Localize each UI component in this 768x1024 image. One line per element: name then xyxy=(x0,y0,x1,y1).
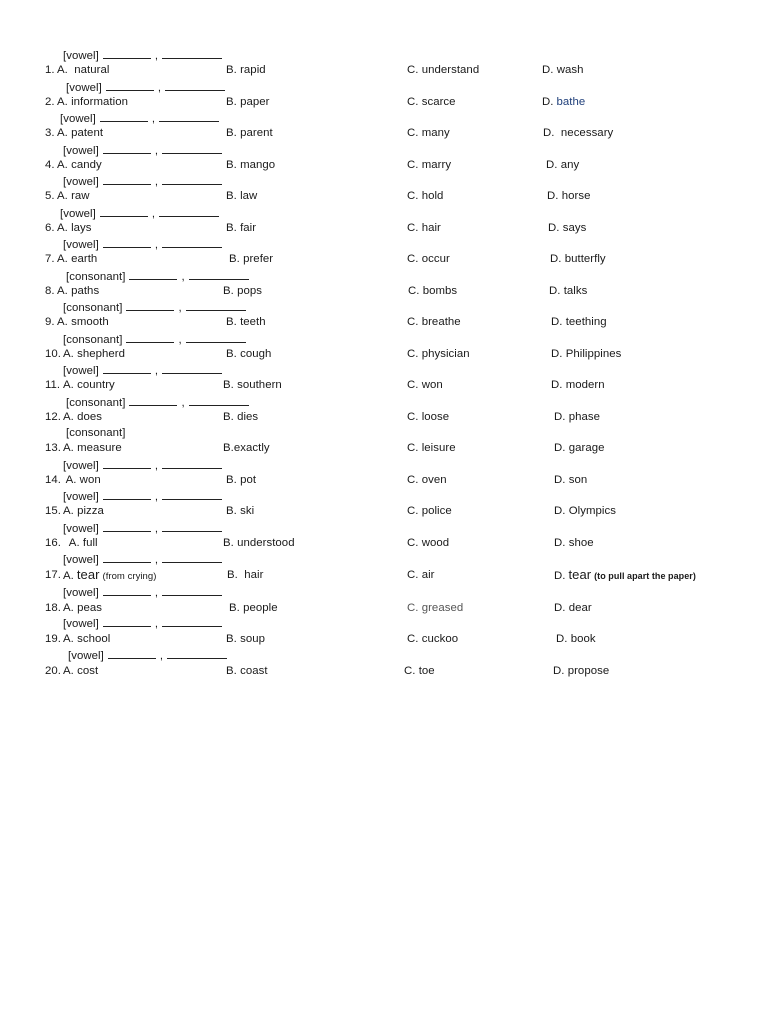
option-b[interactable]: B. fair xyxy=(226,222,257,234)
blank-separator: , xyxy=(154,587,159,599)
option-d-text: D. horse xyxy=(547,190,591,202)
question-row xyxy=(0,535,720,551)
answer-blank[interactable] xyxy=(162,173,222,185)
answer-blank[interactable] xyxy=(103,362,151,374)
question-row xyxy=(0,600,720,616)
option-d-text: D. teething xyxy=(551,316,607,328)
option-c[interactable]: C. wood xyxy=(407,537,450,549)
option-c[interactable]: C. occur xyxy=(407,253,450,265)
option-b[interactable]: B. dies xyxy=(223,411,259,423)
answer-prompt-row xyxy=(68,647,268,663)
answer-blank[interactable] xyxy=(103,584,151,596)
question-number: 2. xyxy=(45,96,55,108)
question-row xyxy=(0,377,720,393)
answer-blank[interactable] xyxy=(189,268,249,280)
option-a-text: A. lays xyxy=(57,222,92,234)
option-c[interactable]: C. loose xyxy=(407,411,450,423)
option-d-text: D. butterfly xyxy=(550,253,606,265)
answer-prompt-row xyxy=(63,457,263,473)
question-number: 19. xyxy=(45,633,61,645)
question-row xyxy=(0,346,720,362)
sound-type-label: [vowel] xyxy=(63,239,99,251)
option-a[interactable] xyxy=(63,535,98,551)
answer-blank[interactable] xyxy=(162,362,222,374)
option-d-text: D. book xyxy=(556,633,596,645)
option-d-text: D. modern xyxy=(551,379,605,391)
option-d[interactable] xyxy=(554,409,600,425)
option-c[interactable]: C. won xyxy=(407,379,443,391)
option-a-text: A. pizza xyxy=(63,505,104,517)
option-b[interactable]: B. prefer xyxy=(229,253,274,265)
answer-blank[interactable] xyxy=(103,520,151,532)
question-row xyxy=(0,440,720,456)
blank-separator: , xyxy=(151,113,156,125)
option-a[interactable] xyxy=(57,283,99,299)
answer-blank[interactable] xyxy=(129,268,177,280)
answer-blank[interactable] xyxy=(162,457,222,469)
option-d-text: D. shoe xyxy=(554,537,594,549)
question-number: 15. xyxy=(45,505,61,517)
option-d-text: D. propose xyxy=(553,665,610,677)
answer-blank[interactable] xyxy=(103,47,151,59)
option-c[interactable]: C. oven xyxy=(407,474,447,486)
sound-type-label: [vowel] xyxy=(63,554,99,566)
answer-prompt-row xyxy=(60,110,260,126)
blank-separator: , xyxy=(151,208,156,220)
answer-blank[interactable] xyxy=(129,394,177,406)
question-row xyxy=(0,283,720,299)
option-c[interactable]: C. many xyxy=(407,127,450,139)
sound-type-label: [vowel] xyxy=(63,523,99,535)
option-a-text: A. paths xyxy=(57,285,100,297)
option-a-text: A. measure xyxy=(63,442,122,454)
answer-blank[interactable] xyxy=(186,331,246,343)
sound-type-label: [consonant] xyxy=(66,271,126,283)
option-d-text: D. says xyxy=(548,222,587,234)
option-d-text: bathe xyxy=(556,96,586,108)
option-d[interactable] xyxy=(547,188,590,204)
answer-blank[interactable] xyxy=(162,520,222,532)
blank-separator: , xyxy=(154,50,159,62)
option-b[interactable]: B. pot xyxy=(226,474,257,486)
option-d-text: D. wash xyxy=(542,64,584,76)
blank-separator: , xyxy=(154,460,159,472)
answer-prompt-row xyxy=(63,362,263,378)
answer-blank[interactable] xyxy=(100,110,148,122)
answer-blank[interactable] xyxy=(189,394,249,406)
option-a-text: A. won xyxy=(63,474,101,486)
answer-prompt-row xyxy=(63,142,263,158)
option-d-note: (to pull apart the paper) xyxy=(594,571,696,581)
sound-type-label: [consonant] xyxy=(63,334,123,346)
option-a-text: A. shepherd xyxy=(63,348,125,360)
blank-separator: , xyxy=(178,302,182,314)
answer-prompt-row xyxy=(63,173,263,189)
option-b[interactable]: B. people xyxy=(229,602,278,614)
option-a[interactable] xyxy=(57,251,97,267)
option-a[interactable] xyxy=(63,346,125,362)
option-b[interactable]: B. mango xyxy=(226,159,276,171)
answer-blank[interactable] xyxy=(103,142,151,154)
answer-prompt-row xyxy=(63,236,263,252)
answer-blank[interactable] xyxy=(162,551,222,563)
question-number: 18. xyxy=(45,602,61,614)
answer-blank[interactable] xyxy=(103,457,151,469)
option-c[interactable]: C. understand xyxy=(407,64,480,76)
answer-blank[interactable] xyxy=(165,79,225,91)
question-number: 11. xyxy=(45,379,61,391)
option-b[interactable]: B. soup xyxy=(226,633,265,645)
option-a-text: A. xyxy=(63,570,74,582)
option-a-text: A. cost xyxy=(63,665,99,677)
question-row xyxy=(0,631,720,647)
answer-prompt-row xyxy=(63,47,263,63)
blank-separator: , xyxy=(154,365,159,377)
sound-type-label: [vowel] xyxy=(68,650,104,662)
answer-prompt-row xyxy=(63,584,263,600)
option-c[interactable]: C. physician xyxy=(407,348,470,360)
answer-prompt-row xyxy=(66,394,266,410)
option-c[interactable]: C. scarce xyxy=(407,96,456,108)
blank-separator: , xyxy=(154,523,159,535)
answer-blank[interactable] xyxy=(162,142,222,154)
sound-type-label: [vowel] xyxy=(66,82,102,94)
answer-blank[interactable] xyxy=(162,236,222,248)
sound-type-label: [consonant] xyxy=(66,427,126,439)
option-d-text: D. talks xyxy=(549,285,588,297)
answer-prompt-row xyxy=(66,425,266,441)
option-d[interactable] xyxy=(551,346,621,362)
sound-type-label: [vowel] xyxy=(60,208,96,220)
option-d[interactable] xyxy=(554,503,616,519)
option-d[interactable] xyxy=(554,535,594,551)
answer-prompt-row xyxy=(60,205,260,221)
option-a[interactable] xyxy=(57,157,102,173)
question-row xyxy=(0,251,720,267)
option-d[interactable] xyxy=(551,314,607,330)
answer-blank[interactable] xyxy=(103,173,151,185)
blank-separator: , xyxy=(178,334,182,346)
sound-type-label: [vowel] xyxy=(63,618,99,630)
answer-prompt-row xyxy=(63,615,263,631)
answer-prompt-row xyxy=(66,79,266,95)
option-d[interactable] xyxy=(554,600,592,616)
option-b[interactable]: B. paper xyxy=(226,96,270,108)
question-number: 3. xyxy=(45,127,55,139)
answer-blank[interactable] xyxy=(159,110,219,122)
option-b[interactable]: B. parent xyxy=(226,127,273,139)
answer-blank[interactable] xyxy=(186,299,246,311)
blank-separator: , xyxy=(154,239,159,251)
answer-blank[interactable] xyxy=(103,236,151,248)
question-number: 7. xyxy=(45,253,55,265)
answer-blank[interactable] xyxy=(103,615,151,627)
option-b[interactable]: B.exactly xyxy=(223,442,270,454)
answer-blank[interactable] xyxy=(126,299,174,311)
option-d[interactable] xyxy=(543,125,613,141)
blank-separator: , xyxy=(154,554,159,566)
option-b[interactable]: B. ski xyxy=(226,505,255,517)
question-row xyxy=(0,220,720,236)
question-row xyxy=(0,62,720,78)
option-d[interactable] xyxy=(550,251,606,267)
sound-type-label: [consonant] xyxy=(63,302,123,314)
sound-type-label: [vowel] xyxy=(60,113,96,125)
option-a[interactable] xyxy=(57,94,128,110)
sound-type-label: [vowel] xyxy=(63,176,99,188)
answer-prompt-row xyxy=(66,268,266,284)
answer-prompt-row xyxy=(63,520,263,536)
option-a-text: A. school xyxy=(63,633,111,645)
option-a[interactable] xyxy=(57,62,109,78)
answer-prompt-row xyxy=(63,488,263,504)
answer-blank[interactable] xyxy=(108,647,156,659)
option-a[interactable] xyxy=(63,440,122,456)
option-a-text: A. peas xyxy=(63,602,102,614)
option-b[interactable]: B. hair xyxy=(227,569,264,581)
answer-prompt-row xyxy=(63,331,263,347)
option-d-text: D. xyxy=(554,570,566,582)
option-a[interactable] xyxy=(63,663,98,679)
question-number: 12. xyxy=(45,411,61,423)
question-row xyxy=(0,314,720,330)
question-number: 9. xyxy=(45,316,55,328)
answer-blank[interactable] xyxy=(159,205,219,217)
option-d[interactable] xyxy=(542,62,584,78)
option-d[interactable] xyxy=(542,94,585,110)
blank-separator: , xyxy=(154,145,159,157)
answer-blank[interactable] xyxy=(106,79,154,91)
option-d-word: tear xyxy=(568,567,592,582)
option-d-text: D. any xyxy=(546,159,580,171)
question-number: 10. xyxy=(45,348,61,360)
answer-prompt-row xyxy=(63,299,263,315)
sound-type-label: [vowel] xyxy=(63,145,99,157)
option-c[interactable]: C. hold xyxy=(407,190,444,202)
option-c[interactable]: C. police xyxy=(407,505,452,517)
sound-type-label: [vowel] xyxy=(63,460,99,472)
question-number: 14. xyxy=(45,474,61,486)
option-a[interactable] xyxy=(57,125,103,141)
option-c[interactable]: C. hair xyxy=(407,222,441,234)
option-a[interactable] xyxy=(63,567,156,585)
option-c[interactable]: C. marry xyxy=(407,159,452,171)
option-a-text: A. patent xyxy=(57,127,104,139)
question-number: 13. xyxy=(45,442,61,454)
option-c[interactable]: C. toe xyxy=(404,665,435,677)
sound-type-label: [vowel] xyxy=(63,587,99,599)
question-row xyxy=(0,94,720,110)
option-a-text: A. full xyxy=(63,537,98,549)
option-c[interactable]: C. breathe xyxy=(407,316,461,328)
question-number: 8. xyxy=(45,285,55,297)
option-d[interactable] xyxy=(554,567,696,584)
question-number: 20. xyxy=(45,665,61,677)
answer-blank[interactable] xyxy=(100,205,148,217)
blank-separator: , xyxy=(181,397,185,409)
option-d-text: D. necessary xyxy=(543,127,614,139)
option-d-text: D. Olympics xyxy=(554,505,616,517)
option-c[interactable]: C. greased xyxy=(407,602,464,614)
option-a[interactable] xyxy=(63,409,102,425)
option-d[interactable] xyxy=(553,663,609,679)
question-row xyxy=(0,663,720,679)
answer-blank[interactable] xyxy=(103,488,151,500)
option-d[interactable] xyxy=(556,631,596,647)
blank-separator: , xyxy=(154,176,159,188)
option-d[interactable] xyxy=(551,377,605,393)
question-row xyxy=(0,157,720,173)
sound-type-label: [vowel] xyxy=(63,50,99,62)
option-b[interactable]: B. teeth xyxy=(226,316,266,328)
option-a[interactable] xyxy=(57,314,109,330)
answer-blank[interactable] xyxy=(162,47,222,59)
option-b[interactable]: B. law xyxy=(226,190,258,202)
question-row xyxy=(0,472,720,488)
option-a[interactable] xyxy=(57,220,92,236)
option-d[interactable] xyxy=(546,157,579,173)
option-a-word: tear xyxy=(76,567,100,582)
question-row xyxy=(0,125,720,141)
option-d-text: D. phase xyxy=(554,411,600,423)
answer-prompt-row xyxy=(63,551,263,567)
sound-type-label: [vowel] xyxy=(63,365,99,377)
sound-type-label: [vowel] xyxy=(63,491,99,503)
option-a-text: A. earth xyxy=(57,253,98,265)
option-c[interactable]: C. bombs xyxy=(408,285,458,297)
option-a[interactable] xyxy=(63,503,104,519)
option-d[interactable] xyxy=(554,472,587,488)
question-number: 6. xyxy=(45,222,55,234)
sound-type-label: [consonant] xyxy=(66,397,126,409)
option-d[interactable] xyxy=(549,283,587,299)
question-number: 1. xyxy=(45,64,55,76)
option-b[interactable]: B. understood xyxy=(223,537,295,549)
option-a[interactable] xyxy=(63,377,115,393)
answer-blank[interactable] xyxy=(162,584,222,596)
option-a-text: A. natural xyxy=(57,64,110,76)
question-number: 17. xyxy=(45,569,61,581)
option-d-text: D. garage xyxy=(554,442,605,454)
option-a-text: A. country xyxy=(63,379,115,391)
option-a-text: A. information xyxy=(57,96,128,108)
option-d-text: D. dear xyxy=(554,602,592,614)
option-b[interactable]: B. cough xyxy=(226,348,272,360)
question-row xyxy=(0,567,720,583)
option-a[interactable] xyxy=(63,472,101,488)
answer-blank[interactable] xyxy=(162,488,222,500)
answer-blank[interactable] xyxy=(162,615,222,627)
option-b[interactable]: B. rapid xyxy=(226,64,266,76)
option-a-text: A. smooth xyxy=(57,316,109,328)
question-row xyxy=(0,409,720,425)
option-c[interactable]: C. air xyxy=(407,569,435,581)
blank-separator: , xyxy=(157,82,162,94)
answer-blank[interactable] xyxy=(167,647,227,659)
option-d-text: D. son xyxy=(554,474,588,486)
option-d-text: D. Philippines xyxy=(551,348,622,360)
option-d-letter: D. xyxy=(542,96,554,108)
option-a-note: (from crying) xyxy=(102,571,157,582)
question-number: 16. xyxy=(45,537,61,549)
option-b[interactable]: B. southern xyxy=(223,379,282,391)
blank-separator: , xyxy=(159,650,164,662)
option-b[interactable]: B. coast xyxy=(226,665,268,677)
answer-blank[interactable] xyxy=(126,331,174,343)
question-number: 5. xyxy=(45,190,55,202)
option-a-text: A. candy xyxy=(57,159,102,171)
question-row xyxy=(0,503,720,519)
option-a[interactable] xyxy=(63,631,110,647)
option-d[interactable] xyxy=(548,220,586,236)
option-a-text: A. raw xyxy=(57,190,90,202)
option-a[interactable] xyxy=(57,188,90,204)
option-c[interactable]: C. leisure xyxy=(407,442,456,454)
option-d[interactable] xyxy=(554,440,604,456)
blank-separator: , xyxy=(154,618,159,630)
option-a[interactable] xyxy=(63,600,102,616)
option-a-text: A. does xyxy=(63,411,102,423)
question-row xyxy=(0,188,720,204)
question-number: 4. xyxy=(45,159,55,171)
blank-separator: , xyxy=(154,491,159,503)
blank-separator: , xyxy=(181,271,185,283)
option-b[interactable]: B. pops xyxy=(223,285,262,297)
option-c[interactable]: C. cuckoo xyxy=(407,633,459,645)
answer-blank[interactable] xyxy=(103,551,151,563)
